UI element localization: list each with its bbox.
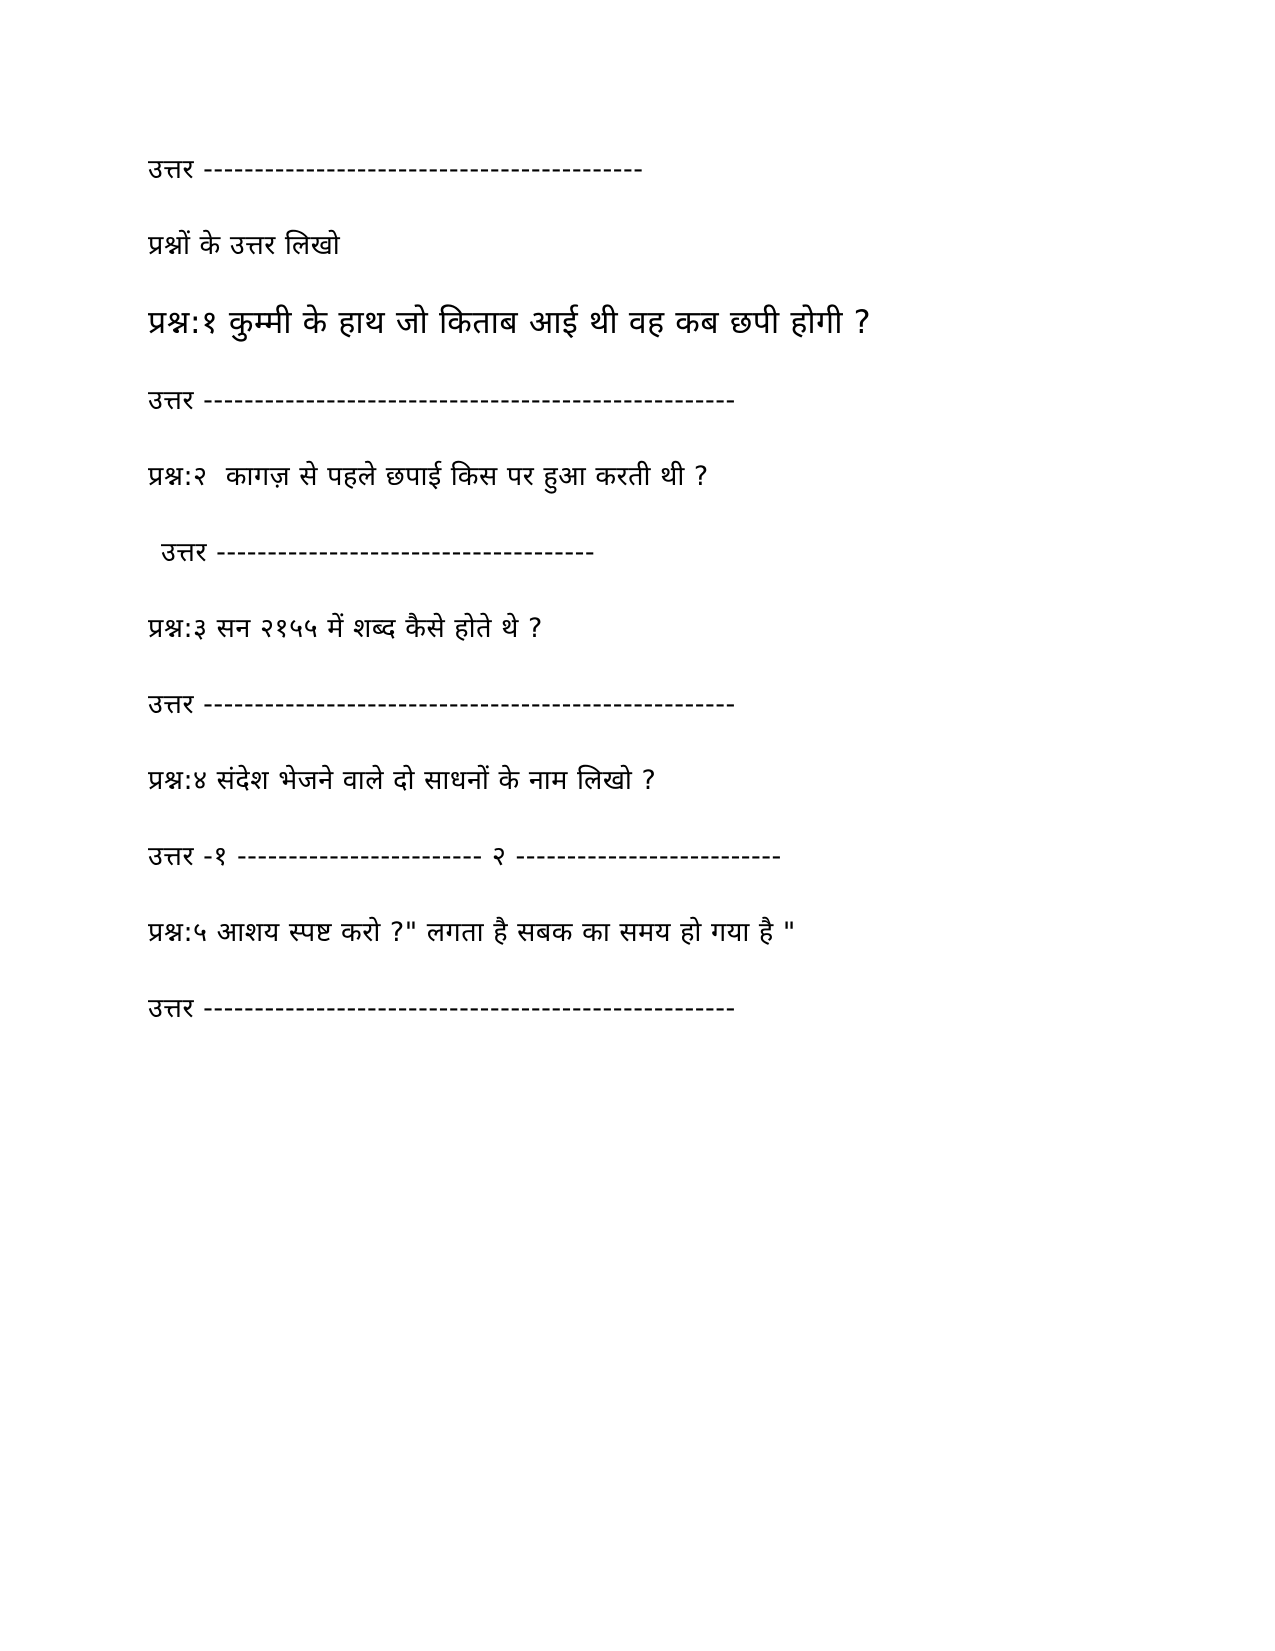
answer-line-5: उत्तर ----------------------------------------------------	[148, 993, 736, 1024]
question-3: प्रश्न:३ सन २१५५ में शब्द कैसे होते थे ?	[148, 613, 543, 644]
instruction-heading: प्रश्नों के उत्तर लिखो	[148, 230, 341, 261]
question-2: प्रश्न:२ कागज़ से पहले छपाई किस पर हुआ करती थी ?	[148, 461, 709, 492]
answer-line-2: उत्तर -------------------------------------	[161, 537, 596, 568]
question-5: प्रश्न:५ आशय स्पष्ट करो ?" लगता है सबक का समय हो गया है "	[148, 917, 796, 948]
question-1: प्रश्न:१ कुम्मी के हाथ जो किताब आई थी वह कब छपी होगी ?	[148, 303, 872, 341]
answer-line-0: उत्तर -------------------------------------------	[148, 154, 644, 185]
answer-line-3: उत्तर ----------------------------------------------------	[148, 689, 736, 720]
answer-line-4: उत्तर -१ ------------------------ २ --------------------------	[148, 841, 782, 872]
question-4: प्रश्न:४ संदेश भेजने वाले दो साधनों के नाम लिखो ?	[148, 765, 657, 796]
answer-line-1: उत्तर ----------------------------------------------------	[148, 385, 736, 416]
